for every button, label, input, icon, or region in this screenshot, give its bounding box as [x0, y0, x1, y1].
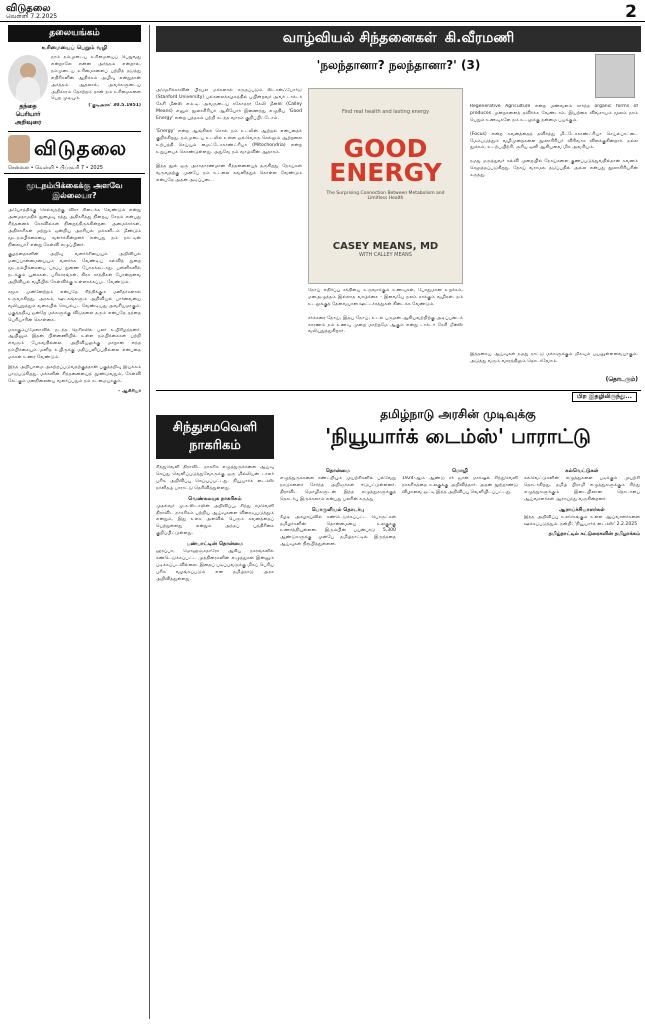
page-number: 2 — [625, 2, 637, 22]
reprint-subhead: மொழி — [451, 468, 469, 474]
book-coauthor: WITH CALLEY MEANS — [359, 252, 412, 258]
editorial-title: மூடநம்பிக்கைக்கு அளவே இல்லையா? — [8, 178, 141, 204]
reprint-subhead: தொன்மை — [325, 468, 351, 474]
left-column — [4, 25, 150, 1019]
editorial-para: குழந்தைகளின் அறிவு வளர்ச்சியையும் அறிவியல் மனப்பான்மையையும் வளர்க்க வேண்டிய கல்வித் துறை மூடநம்பிக்கையை பரப்ப துணை போகக்கூடாது. பள்ளிகளில் நடக்கும் பூசைகள், பரிகாரங்கள், கிரக சாந்திகள் போன்றவை அறிவியல் வழியில் கேள்விக்கு உள்ளாக்கப்பட வேண்டும். — [8, 252, 141, 286]
article-col-3-end: இத்தகைய ஆய்வுகள் நமது நாட்டு மக்களுக்கும் மிகவும் பயனுள்ளவையாகும். அடுத்து வரும் வாரத்திலும் தொடர்வோம். — [470, 352, 638, 364]
article-col-2: நோய் எதிர்ப்பு சக்தியை உருவாக்கும் உணவுகள், போதுமான உறக்கம், மனஅழுத்தம் இல்லாத வாழ்க்கை - இவையே நலம் காக்கும் வழிகள். நம் உடலுக்குத் தேவையான ஊட்டச்சத்துகள் கிடைக்க வேண்டும். சர்க்கரை நோய், இதய நோய், உடல் பருமன் ஆகியவற்றிற்கு அடிப்படைக் காரணம் நம் உணவு முறை மாற்றமே ஆகும் என்று டாக்டர் கேசி மீன்ஸ் வலியுறுத்துகிறார். — [308, 288, 463, 335]
editorial-para: சமூக முன்னேற்றம் என்பதே சிந்திக்கும் மனிதர்களால் உருவாகிறது. அரசும், ஊடகங்களும் அறிவியல் பார்வையை வலியுறுத்தும் வகையில் செயல்பட வேண்டியது அவசியமாகும். பகுத்தறிவு ஒன்றே மக்களுக்கு விடுதலை தரும் என்பதே தந்தை பெரியாரின் கொள்கை. — [8, 289, 141, 323]
book-title-line2: ENERGY — [329, 158, 442, 187]
editorial-para: அயோத்திக்கு செல்வதற்கு விசா கிடைக்க வேண்டும் என்று அமைதாமதிக் நுழைவு ரத்து அதிகரித்து நிறைய சேதம் என்பது சிந்தனைக் கோவில்கள் நிறைந்திருக்கின்றன. அமைச்சர்கள், அதிகாரிகள் மற்றும் ஒன்றிய அரசியல் மக்களிடம் மீண்டும் மூடநம்பிக்கையை வளர்க்கின்றனர் என்பது நம் நாட்டின் நிலையா? என்று கேள்வி எழுப்பினர். — [8, 208, 141, 248]
article-col-1: அமெரிக்காவின் பிரபல மக்களால் கருதப்படும் ஸ்டான்ஃபோர்டு (Stanford University) பல்கலைக்கழகத்தில் பயின்றவர் அவர் டாக்டர் கேசி மீன்ஸ் எம்.டி. அவருடைய சகோதரர் கேலி மீன்ஸ் (Calley Means) எனும் நூலாசிரியர் ஆகியோர் இணைந்து எழுதிய 'Good Energy' என்ற புத்தகம் பற்றி கடந்த வாரம் குறிப்பிட்டோம். 'Energy' என்ற ஆங்கிலச் சொல் நம் உடலின் ஆற்றல் என்பதைக் குறிக்கிறது. நம்முடைய உடலில் உள்ள ஒவ்வொரு செல்லும் ஆற்றலை உற்பத்தி செய்யும் மைட்டோகாண்ட்ரியா (Mitochondria) என்ற உறுப்பைக் கொண்டுள்ளது. அதுவே நம் வாழ்வின் ஆதாரம். இந்த நூல் ஒரு அசாதாரணமான சிந்தனையைத் தருகிறது. நோய்கள் வருவதற்கு முன்பே நம் உடலை கவனித்துக் கொள்ள வேண்டும் என்பதே அதன் அடிப்படை. — [156, 88, 302, 183]
article-col-3: Regenerative Agriculture என்ற மண்வளம் சார்ந்த organic forms of produces முறைகளைத் தவிர்க்க வேண்டாம். இயற்கை விவசாயம் மூலம் நாம் பெறும் உணவுகளே நம் உடலுக்கு நன்மை பயக்கும். (Focus) என்ற கவனத்தைத் தவிர்த்து மிட்டோகாண்ட்ரியா செயல்பாட்டை மேம்படுத்தும் வழிமுறைகளை நூலாசிரியர் விரிவாக விளக்குகின்றார். நல்ல தூக்கம், உடற்பயிற்சி, சூரிய ஒளி ஆகியவை மிக அவசியம். நமது மருத்துவர் கல்வி முறையில் நோய்களை குணப்படுத்துவதில்தான் கவனம் செலுத்தப்படுகிறது. நோய் வராமல் தடுப்பதில் அல்ல என்பது நூலாசிரியரின் கருத்து. — [470, 104, 638, 179]
indus-box — [156, 415, 274, 459]
reprint-para: சிந்துவெளி திராவிட நாகரிக எழுத்துருக்களை ஆய்வு செய்து வெளிப்படுத்துவோருக்கு ஒரு மில்லியன் டாலர் பரிசு அறிவிப்பு செய்யப்பட்டது. நியூயார்க் டைம்ஸ் நாளிதழ் பாராட்டு தெரிவித்துள்ளது. — [156, 465, 274, 491]
quote-title: உரிமையைப் பெறும் வழி — [41, 45, 108, 51]
reprint-subhead: ஆராய்ச்சியாளர்கள் — [559, 506, 605, 513]
indus-box-line1: சிந்துசமவெளி — [172, 420, 258, 435]
editorial-para: மகாகும்பமேளாவில் நடந்த நெரிசலில் பலர் உயிரிழந்தனர். ஆயினும் இதன் பின்னணியில் உள்ள நம்பிக்கைகள் பற்றி எவரும் பேசுவதில்லை. அறிவியலுக்கு மாறான எந்த நம்பிக்கையும் மனித உயிருக்கு மதிப்பளிப்பதில்லை என்பதை மக்கள் உணர வேண்டும். — [8, 327, 141, 361]
reprint-headline — [278, 407, 638, 449]
periyar-portrait — [8, 55, 48, 103]
page-header — [0, 0, 645, 22]
reprint-label: பிற இதழிலிருந்து... — [572, 392, 637, 402]
reprint-para: கல்வெட்டுகளின் எழுத்துகளை படிக்கும் முயற்சி தொடர்கிறது. தமிழ் பிராமி எழுத்துகளுக்கும் சிந்து எழுத்துகளுக்கும் இடையிலான தொடர்பை ஆய்வாளர்கள் ஆராய்ந்து வருகின்றனர். — [524, 476, 640, 502]
quote-source: ('குடிஅரசு' 30.5.1951) — [88, 103, 141, 109]
editorial-box-title: தலையங்கம் — [8, 25, 141, 42]
reprint-col-2 — [280, 465, 396, 1015]
column-author: கி.வீரமணி — [444, 30, 515, 46]
book-cover-image — [308, 88, 463, 284]
article-sign: (தொடரும்) — [605, 376, 638, 383]
masthead-name: விடுதலை — [6, 3, 51, 14]
editorial-para: இந்த அறியாமை அகற்றப்படுவதற்குத்தான் பகுத்தறிவு இயக்கம் பாடுபடுகிறது. மக்களின் சிந்தனையைத் தூண்டுவதும், கேள்வி கேட்கும் மனநிலையை வளர்ப்பதும் நம் கடமையாகும். — [8, 365, 141, 384]
editorial-sign: – ஆசிரியர் — [118, 388, 141, 394]
column-title: வாழ்வியல் சிந்தனைகள் — [282, 30, 437, 46]
reprint-subhead: வெண்கலயுக நாகரிகம் — [188, 495, 242, 502]
brand-name: விடுதலை — [34, 135, 128, 160]
reprint-para: ஹரப்பா, மொஹஞ்சதாரோ ஆகிய நகரங்களில் கண்டெடுக்கப்பட்ட முத்திரைகளின் எழுத்துகள் இன்னும் படிக்கப்படவில்லை. இதைப் படிப்பவருக்கு மிகப் பெரிய பரிசு வழங்கப்படும் என தமிழ்நாடு அரசு அறிவித்துள்ளது. — [156, 549, 274, 582]
reprint-subhead: பண்பாட்டின் தொன்மை — [186, 541, 244, 548]
reprint-col-1 — [156, 465, 274, 1015]
reprint-col-4 — [524, 465, 640, 1015]
brand-logo — [8, 135, 30, 163]
reprint-para: எழுத்துருக்களை கண்டறியும் முயற்சிகளில் பல்வேறு நாடுகளைச் சேர்ந்த அறிஞர்கள் ஈடுபட்டுள்ளனர். திராவிட மொழிகளுடன் இந்த எழுத்துகளுக்குத் தொடர்பு இருக்கலாம் என்பது பலரின் கருத்து. — [280, 476, 396, 502]
reprint-subhead: கல்வெட்டுகள் — [565, 468, 599, 474]
column-banner — [156, 26, 641, 52]
headline-line1: தமிழ்நாடு அரசின் முடிவுக்கு — [380, 407, 536, 421]
indus-box-line2: நாகரிகம் — [189, 438, 241, 453]
quote-block — [8, 55, 141, 127]
column-article — [156, 26, 641, 386]
reprint-para: முதல்வர் மு.க.ஸ்டாலின் அறிவிப்பு, சிந்து சமவெளி திராவிட நாகரிகம் பற்றிய ஆய்வுகளை விரைவுபடுத்தும் என்றும், இது உலக அளவில் பெரும் கவனத்தைப் பெற்றுள்ளது என்றும் அந்தப் பத்திரிகை குறிப்பிட்டுள்ளது. — [156, 503, 274, 537]
reprint-tagline: தமிழ்நாட்டில் கட்டுரைகளின் தமிழாக்கம் — [548, 531, 640, 538]
author-photo — [595, 54, 635, 98]
book-author: CASEY MEANS, MD — [332, 241, 439, 252]
portrait-label: தந்தை பெரியார் அறிவுரை — [14, 103, 42, 126]
masthead-date: வெள்ளி 7.2.2025 — [6, 13, 58, 20]
book-tagline: The Surprising Connection Between Metabolism and Limitless Health — [326, 191, 445, 201]
reprint-para: 1924-ஆம் ஆண்டு சர் ஜான் மார்ஷல் சிந்துவெளி நாகரிகத்தை உலகுக்கு அறிவித்தார். அதன் நூற்றாண்டு விழாவை ஒட்டி இந்த அறிவிப்பு வெளியிடப்பட்டது. — [402, 476, 518, 495]
article-subtitle: 'நலந்தானா? நலந்தானா?' (3) — [316, 58, 481, 72]
reprint-col-3 — [402, 465, 518, 1015]
headline-line2: 'நியூயார்க் டைம்ஸ்' பாராட்டு — [325, 424, 591, 448]
quote-text: நாம் நம்முடைய உரிமையைப் பெறுவது என்றாலே என்ன அர்த்தம் என்றால், நம்முடைய உரிமைகளைப் பற்றித் தடுத்து எதிரிகளின் ஆதிக்கம் அழிவு என்றுதான் அர்த்தம். ஆதலால், அவர்களுடைய அதிகாரம் தோற்றம் தான் நம் உரிமைகளை பெற முடியும். — [51, 55, 141, 102]
reprint-para: கீழடி அகழாய்வில் கண்டெடுக்கப்பட்ட பொருட்கள் தமிழர்களின் தொன்மையை உலகுக்கு உணர்த்தியுள்ளன. இரும்பின் பயன்பாடு 5,300 ஆண்டுகளுக்கு முன்பே தமிழ்நாட்டில் இருந்ததை ஆய்வுகள் நிரூபித்துள்ளன. — [280, 514, 396, 548]
book-kicker: Find real health and lasting energy — [341, 109, 430, 115]
brand-block — [8, 131, 141, 163]
book-title-line1: GOOD — [343, 134, 428, 163]
reprint-strip — [156, 391, 641, 403]
edition-line: சென்னை • வெள்ளி • பிப்ரவரி 7 • 2025 — [4, 163, 145, 174]
reprint-para: இந்த அறிவிப்பு உலகெங்கும் உள்ள ஆய்வாளர்களை ஊக்கப்படுத்தும். நன்றி: 'நியூயார்க் டைம்ஸ்' 2.2.2025 — [524, 514, 640, 527]
reprint-article — [156, 390, 641, 1020]
reprint-subhead: பொருளியல் தொடர்பு — [311, 506, 365, 513]
